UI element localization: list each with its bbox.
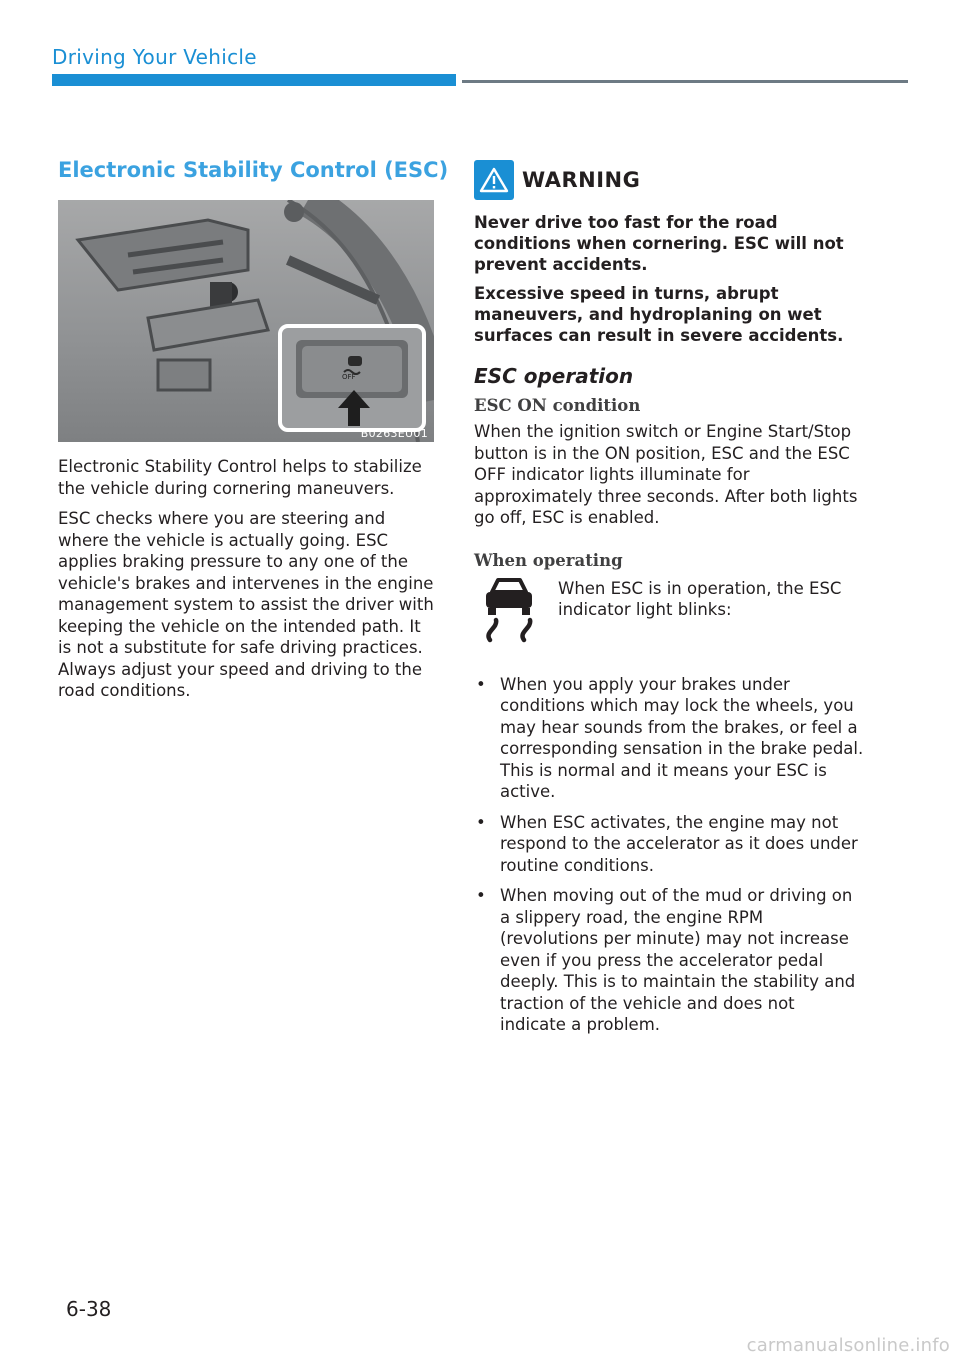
bullet-item: • When moving out of the mud or driving on a slippery road, the engine RPM (revolutions per minute) may not increase even if you press the accelerator pedal deeply. This is to maintain the stability and traction of the vehicle and does not indicate a problem. (474, 885, 864, 1036)
warning-label: WARNING (522, 168, 641, 192)
esc-switch-figure (58, 200, 434, 442)
operation-bullets (474, 674, 864, 1036)
esc-on-condition-text: When the ignition switch or Engine Start/Stop button is in the ON position, ESC and the ESC OFF indicator lights illuminate for approximately three seconds. After both lights go off, ESC is enabled. (474, 422, 858, 527)
esc-indicator-text: When ESC is in operation, the ESC indicator light blinks: (558, 578, 842, 619)
dashboard-illustration (58, 200, 434, 442)
esc-indicator-row (474, 574, 864, 652)
esc-description-paragraph: ESC checks where you are steering and where the vehicle is actually going. ESC applies braking pressure to any one of the vehicle's brakes and intervenes in the engine management system to assist the driver with keeping the vehicle on the intended path. It is not a substitute for safe driving practices. Always adjust your speed and driving to the road conditions. (58, 509, 434, 700)
header-rule-accent (52, 74, 456, 86)
header-rule (462, 80, 908, 83)
warning-badge (474, 160, 514, 200)
bullet-item: • When ESC activates, the engine may not respond to the accelerator as it does under routine conditions. (474, 812, 864, 877)
esc-intro-paragraph: Electronic Stability Control helps to stabilize the vehicle during cornering maneuvers. (58, 457, 422, 498)
watermark: carmanualsonline.info (746, 1335, 950, 1356)
esc-heading: Electronic Stability Control (ESC) (58, 158, 449, 182)
esc-indicator-icon (474, 574, 558, 652)
page-number: 6-38 (66, 1297, 112, 1321)
warning-text-2: Excessive speed in turns, abrupt maneuvers, and hydroplaning on wet surfaces can result in severe accidents. (474, 284, 844, 345)
warning-header (474, 160, 864, 200)
off-button-label: OFF (342, 373, 356, 381)
esc-operation-heading: ESC operation (474, 364, 634, 388)
bullet-item: • When you apply your brakes under conditions which may lock the wheels, you may hear sounds from the brakes, or feel a corresponding sensation in the brake pedal. This is normal and it means your ESC is active. (474, 674, 864, 803)
when-operating-title: When operating (474, 550, 623, 570)
section-title: Driving Your Vehicle (52, 45, 257, 69)
warning-text-1: Never drive too fast for the road conditions when cornering. ESC will not prevent accidents. (474, 213, 844, 274)
warning-triangle-icon (479, 167, 509, 193)
left-column (58, 158, 449, 711)
right-column (474, 160, 864, 1045)
figure-code: B0263EU01 (360, 427, 428, 440)
esc-on-condition-title: ESC ON condition (474, 396, 641, 415)
